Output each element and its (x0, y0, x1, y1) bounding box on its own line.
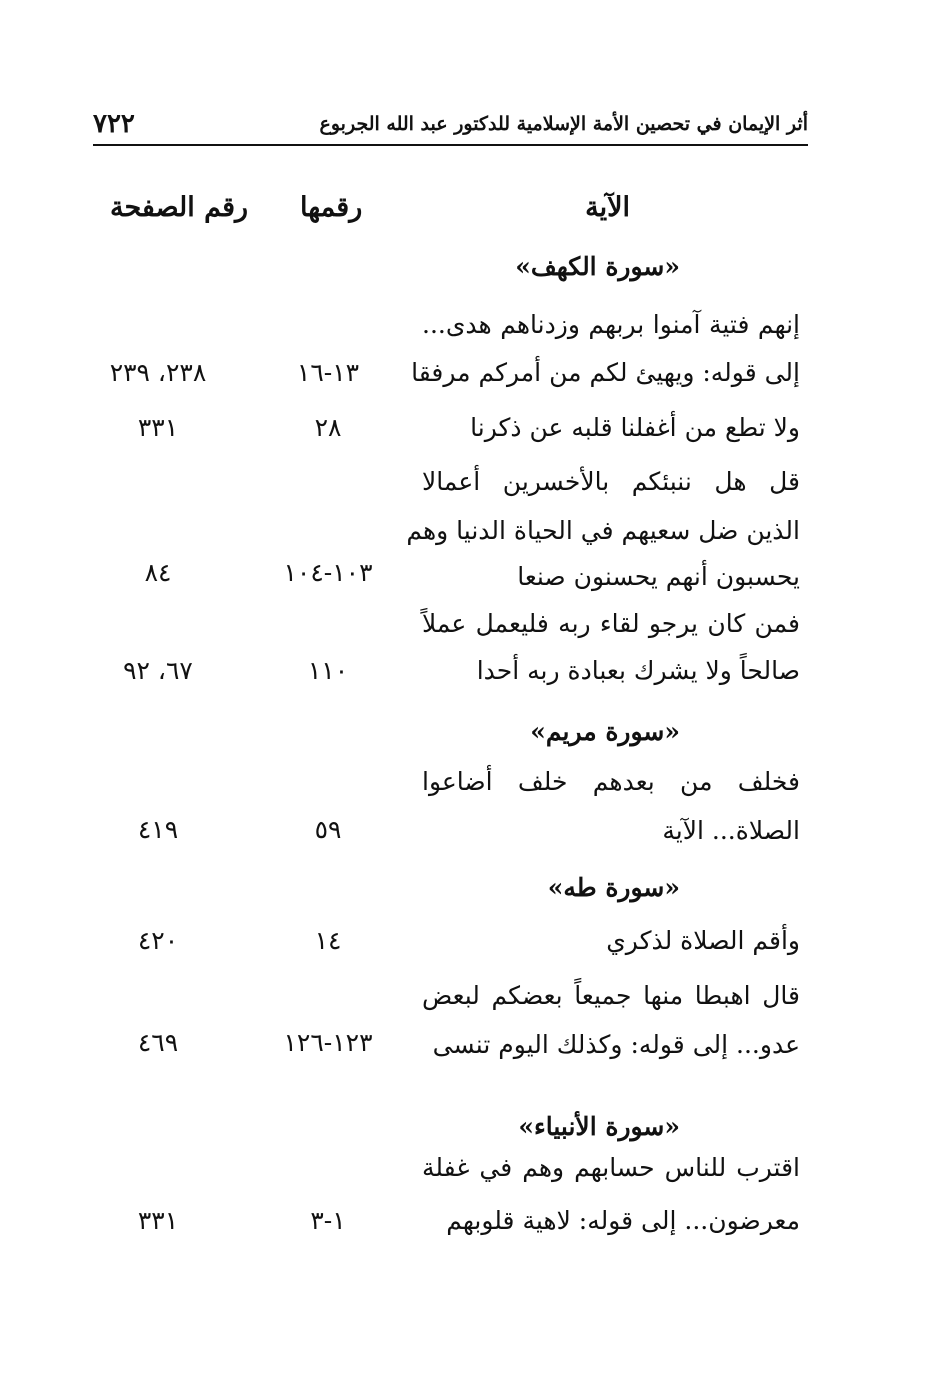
surah-heading: «سورة الكهف» (515, 252, 680, 281)
column-header-number: رقمها (300, 192, 363, 223)
page-reference: ٨٤ (144, 558, 172, 587)
aya-line: صالحاً ولا يشرك بعبادة ربه أحدا (476, 656, 800, 685)
verse-number: ١٤ (314, 926, 342, 955)
verse-number: ١٣-١٦ (296, 358, 360, 387)
aya-line: معرضون... إلى قوله: لاهية قلوبهم (446, 1206, 800, 1235)
aya-line: الصلاة... الآية (662, 816, 800, 845)
verse-number: ١٠٣-١٠٤ (283, 558, 373, 587)
column-header-page: رقم الصفحة (110, 192, 249, 223)
page-number: ٧٢٢ (93, 109, 135, 139)
aya-line: اقترب للناس حسابهم وهم في غفلة (422, 1153, 800, 1182)
page-reference: ٣٣١ (137, 413, 179, 442)
page-reference: ٤٢٠ (137, 926, 179, 955)
verse-number: ٥٩ (314, 815, 342, 844)
page-reference: ٢٣٨، ٢٣٩ (109, 358, 207, 387)
verse-number: ١-٣ (310, 1206, 346, 1235)
verse-number: ١٢٣-١٢٦ (283, 1028, 373, 1057)
running-title: أثر الإيمان في تحصين الأمة الإسلامية للدكتور عبد الله الجربوع (319, 113, 808, 135)
surah-heading: «سورة الأنبياء» (518, 1112, 680, 1141)
page-reference: ٤١٩ (137, 815, 179, 844)
surah-heading: «سورة طه» (547, 873, 680, 902)
aya-line: قال اهبطا منها جميعاً بعضكم لبعض (422, 981, 800, 1010)
column-header-aya: الآية (585, 192, 630, 223)
aya-line: يحسبون أنهم يحسنون صنعا (517, 562, 800, 591)
page-reference: ٦٧، ٩٢ (123, 656, 193, 685)
aya-line: وأقم الصلاة لذكري (606, 926, 800, 955)
surah-heading: «سورة مريم» (530, 717, 680, 746)
aya-line: إنهم فتية آمنوا بربهم وزدناهم هدى... (422, 310, 800, 339)
page-reference: ٣٣١ (137, 1206, 179, 1235)
aya-line: عدو... إلى قوله: وكذلك اليوم تنسى (432, 1030, 800, 1059)
page-reference: ٤٦٩ (137, 1028, 179, 1057)
aya-line: الذين ضل سعيهم في الحياة الدنيا وهم (406, 516, 800, 545)
verse-number: ١١٠ (307, 656, 349, 685)
aya-line: فمن كان يرجو لقاء ربه فليعمل عملاً (422, 609, 800, 638)
aya-line: ولا تطع من أغفلنا قلبه عن ذكرنا (470, 413, 800, 442)
aya-line: إلى قوله: ويهيئ لكم من أمركم مرفقا (411, 358, 800, 387)
aya-line: قل هل ننبئكم بالأخسرين أعمالا (422, 467, 800, 496)
verse-number: ٢٨ (314, 413, 342, 442)
page-header (93, 104, 808, 146)
aya-line: فخلف من بعدهم خلف أضاعوا (422, 767, 800, 796)
